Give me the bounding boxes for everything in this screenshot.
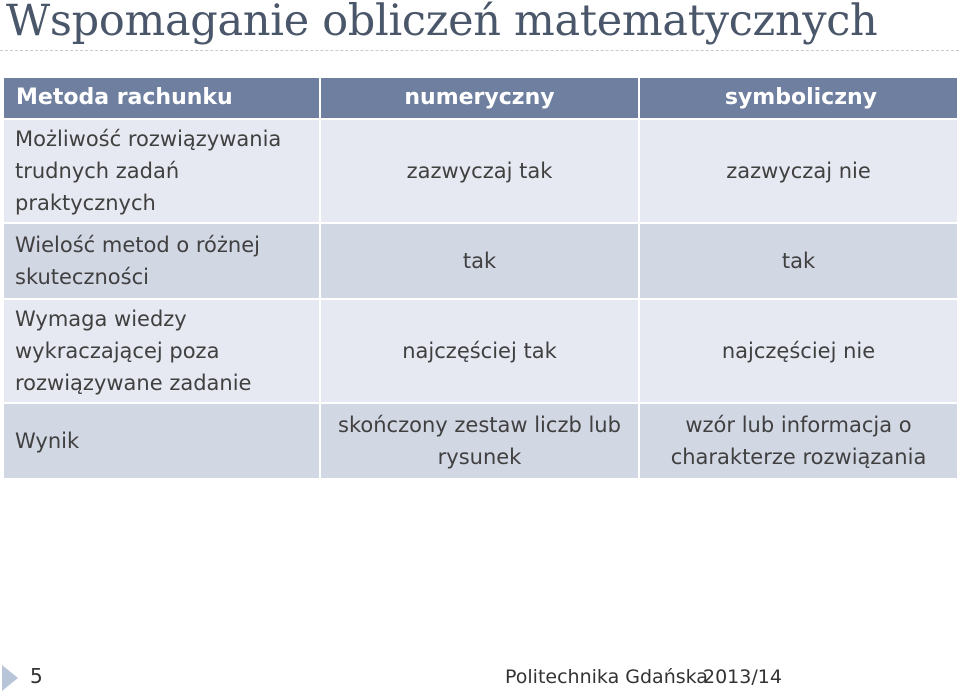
symbolic-cell: zazwyczaj nie xyxy=(639,119,958,223)
footer-institution: Politechnika Gdańska xyxy=(505,666,708,688)
comparison-table xyxy=(2,76,959,480)
table-row xyxy=(3,119,958,223)
numeric-cell: zazwyczaj tak xyxy=(320,119,639,223)
header-numeric: numeryczny xyxy=(320,77,639,119)
numeric-cell: skończony zestaw liczb lub rysunek xyxy=(320,403,639,479)
play-arrow-icon xyxy=(2,665,18,691)
table-header-row xyxy=(3,77,958,119)
row-label: Możliwość rozwiązywania trudnych zadań praktycznych xyxy=(3,119,320,223)
row-label: Wielość metod o różnej skuteczności xyxy=(3,223,320,299)
symbolic-cell: najczęściej nie xyxy=(639,299,958,403)
footer-year: 2013/14 xyxy=(703,666,782,688)
header-symbolic: symboliczny xyxy=(639,77,958,119)
table-row xyxy=(3,299,958,403)
title-divider xyxy=(0,50,959,51)
row-label: Wymaga wiedzy wykraczającej poza rozwiązywane zadanie xyxy=(3,299,320,403)
symbolic-cell: wzór lub informacja o charakterze rozwiązania xyxy=(639,403,958,479)
page-number: 5 xyxy=(30,664,43,688)
slide-title: Wspomaganie obliczeń matematycznych xyxy=(6,0,878,46)
table-row xyxy=(3,403,958,479)
symbolic-cell: tak xyxy=(639,223,958,299)
row-label: Wynik xyxy=(3,403,320,479)
header-method: Metoda rachunku xyxy=(3,77,320,119)
table-row xyxy=(3,223,958,299)
numeric-cell: najczęściej tak xyxy=(320,299,639,403)
numeric-cell: tak xyxy=(320,223,639,299)
